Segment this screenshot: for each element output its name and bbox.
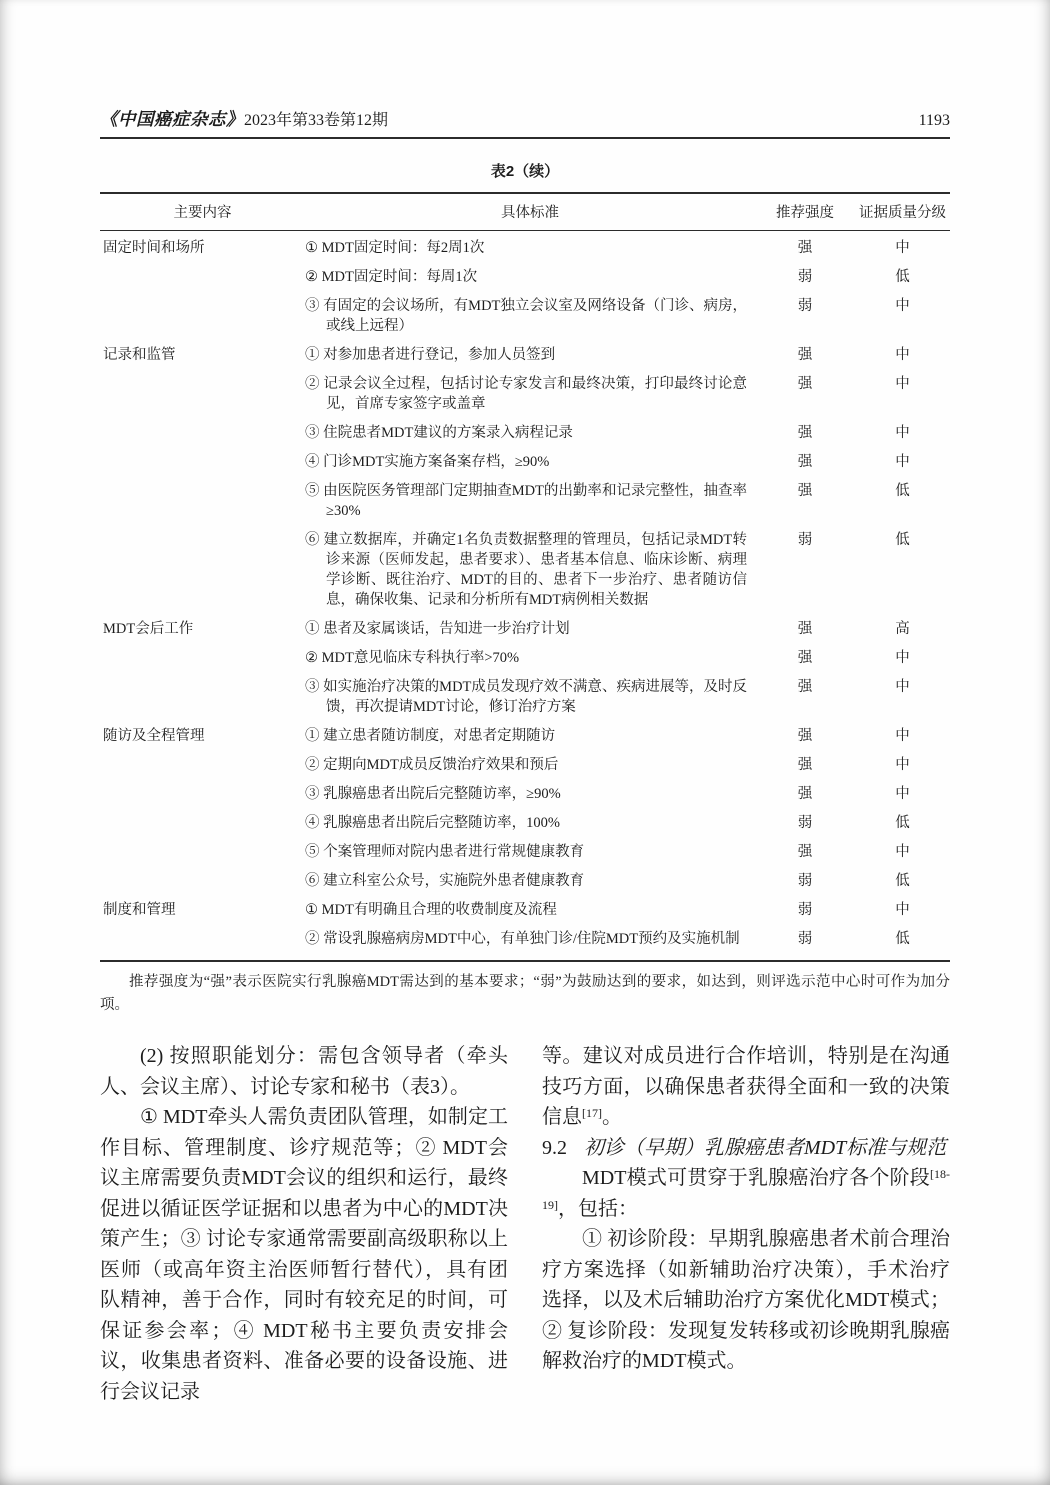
criterion-text: ③ 如实施治疗决策的MDT成员发现疗效不满意、疾病进展等，及时反馈，再次提请MDT讨论，修订治疗方案 bbox=[305, 679, 747, 715]
column-header: 证据质量分级 bbox=[859, 205, 946, 221]
table-row bbox=[100, 526, 950, 615]
strength-value: 强 bbox=[797, 728, 813, 744]
journal-title: 《中国癌症杂志》 bbox=[100, 109, 244, 129]
strength-value: 弱 bbox=[797, 298, 813, 314]
table-row bbox=[100, 292, 950, 341]
strength-value: 弱 bbox=[797, 902, 813, 918]
section-label: 记录和监管 bbox=[103, 347, 176, 363]
strength-value: 强 bbox=[797, 425, 813, 441]
reference-marker: [18-19] bbox=[542, 1167, 950, 1212]
quality-value: 中 bbox=[895, 298, 910, 314]
criterion-text: ① 患者及家属谈话，告知进一步治疗计划 bbox=[305, 621, 570, 637]
quality-value: 中 bbox=[895, 425, 910, 441]
strength-value: 强 bbox=[797, 844, 813, 860]
strength-value: 弱 bbox=[797, 532, 813, 548]
page-number: 1193 bbox=[918, 112, 950, 129]
table-row bbox=[100, 751, 950, 780]
strength-value: 强 bbox=[797, 786, 813, 802]
issue-info: 2023年第33卷第12期 bbox=[244, 112, 389, 129]
column-header: 具体标准 bbox=[501, 205, 559, 221]
quality-value: 中 bbox=[895, 650, 910, 666]
table-row bbox=[100, 370, 950, 419]
quality-value: 中 bbox=[895, 454, 910, 470]
criterion-text: ② MDT意见临床专科执行率>70% bbox=[305, 650, 520, 666]
table-row bbox=[100, 263, 950, 292]
table-header-row bbox=[100, 194, 950, 231]
table-row bbox=[100, 838, 950, 867]
strength-value: 强 bbox=[797, 757, 813, 773]
criterion-text: ② 定期向MDT成员反馈治疗效果和预后 bbox=[305, 757, 559, 773]
quality-value: 低 bbox=[895, 931, 910, 947]
strength-value: 弱 bbox=[797, 931, 813, 947]
table-row bbox=[100, 722, 950, 751]
criterion-text: ③ 有固定的会议场所，有MDT独立会议室及网络设备（门诊、病房，或线上远程） bbox=[305, 298, 747, 334]
criterion-text: ② MDT固定时间：每周1次 bbox=[305, 269, 478, 285]
section-label: 制度和管理 bbox=[103, 902, 176, 918]
criterion-text: ① 对参加患者进行登记，参加人员签到 bbox=[305, 347, 556, 363]
strength-value: 强 bbox=[797, 454, 813, 470]
table-row bbox=[100, 867, 950, 896]
section-heading bbox=[542, 1133, 950, 1164]
body-paragraph: MDT模式可贯穿于乳腺癌治疗各个阶段[18-19]，包括： bbox=[542, 1167, 950, 1220]
section-label: 固定时间和场所 bbox=[103, 240, 205, 256]
criterion-text: ② 常设乳腺癌病房MDT中心，有单独门诊/住院MDT预约及实施机制 bbox=[305, 931, 740, 947]
running-head bbox=[100, 106, 950, 139]
strength-value: 弱 bbox=[797, 815, 813, 831]
body-paragraph: ① MDT牵头人需负责团队管理，如制定工作目标、管理制度、诊疗规范等；② MDT会议主席需要负责MDT会议的组织和运行，最终促进以循证医学证据和以患者为中心的MDT决策产生；③ 讨论专家通常需要副高级职称以上医师（或高年资主治医师暂行替代），具有团队精神，善于合作，同时有较充足的时间，可保证参会率；④ MDT秘书主要负责安排会议，收集患者资料、准备必要的设备设施、进行会议记录 bbox=[100, 1106, 508, 1403]
reference-marker: [17] bbox=[582, 1106, 602, 1120]
quality-value: 中 bbox=[895, 679, 910, 695]
strength-value: 弱 bbox=[797, 873, 813, 889]
table-row bbox=[100, 419, 950, 448]
body-paragraph: 等。建议对成员进行合作培训，特别是在沟通技巧方面，以确保患者获得全面和一致的决策信息[17]。 bbox=[542, 1045, 950, 1128]
criterion-text: ④ 乳腺癌患者出院后完整随访率，100% bbox=[305, 815, 560, 831]
strength-value: 强 bbox=[797, 347, 813, 363]
column-header: 推荐强度 bbox=[776, 205, 834, 221]
table-row bbox=[100, 234, 950, 263]
strength-value: 强 bbox=[797, 679, 813, 695]
table-row bbox=[100, 341, 950, 370]
body-paragraph: ① 初诊阶段：早期乳腺癌患者术前合理治疗方案选择（如新辅助治疗决策），手术治疗选择，以及术后辅助治疗方案优化MDT模式；② 复诊阶段：发现复发转移或初诊晚期乳腺癌解救治疗的MDT模式。 bbox=[542, 1228, 950, 1372]
quality-value: 中 bbox=[895, 240, 910, 256]
section-title: 初诊（早期）乳腺癌患者MDT标准与规范 bbox=[584, 1136, 947, 1159]
strength-value: 强 bbox=[797, 376, 813, 392]
table-row bbox=[100, 673, 950, 722]
section-label: 随访及全程管理 bbox=[103, 728, 205, 744]
quality-value: 中 bbox=[895, 902, 910, 918]
table-row bbox=[100, 896, 950, 925]
table-row bbox=[100, 925, 950, 954]
criterion-text: ⑥ 建立数据库，并确定1名负责数据整理的管理员，包括记录MDT转诊来源（医师发起，患者要求）、患者基本信息、临床诊断、病理学诊断、既往治疗、MDT的目的、患者下一步治疗、患者随访信息，确保收集、记录和分析所有MDT病例相关数据 bbox=[305, 532, 747, 608]
section-number: 9.2 bbox=[542, 1136, 567, 1159]
criterion-text: ① MDT有明确且合理的收费制度及流程 bbox=[305, 902, 557, 918]
table-footnote: 推荐强度为“强”表示医院实行乳腺癌MDT需达到的基本要求；“弱”为鼓励达到的要求，如达到，则评选示范中心时可作为加分项。 bbox=[100, 974, 950, 1013]
quality-value: 中 bbox=[895, 376, 910, 392]
criterion-text: ① 建立患者随访制度，对患者定期随访 bbox=[305, 728, 556, 744]
strength-value: 强 bbox=[797, 621, 813, 637]
section-label: MDT会后工作 bbox=[103, 621, 194, 637]
table-row bbox=[100, 615, 950, 644]
strength-value: 强 bbox=[797, 240, 813, 256]
strength-value: 强 bbox=[797, 650, 813, 666]
quality-value: 低 bbox=[895, 269, 910, 285]
journal-info bbox=[100, 106, 388, 131]
table-row bbox=[100, 780, 950, 809]
quality-value: 中 bbox=[895, 728, 910, 744]
criterion-text: ③ 乳腺癌患者出院后完整随访率，≥90% bbox=[305, 786, 561, 802]
quality-value: 低 bbox=[895, 873, 910, 889]
criterion-text: ① MDT固定时间：每2周1次 bbox=[305, 240, 485, 256]
table-row bbox=[100, 644, 950, 673]
quality-value: 低 bbox=[895, 532, 910, 548]
criterion-text: ④ 门诊MDT实施方案备案存档，≥90% bbox=[305, 454, 550, 470]
criterion-text: ⑥ 建立科室公众号，实施院外患者健康教育 bbox=[305, 873, 585, 889]
body-text bbox=[100, 1041, 950, 1407]
body-column-left bbox=[100, 1041, 508, 1407]
quality-value: 中 bbox=[895, 786, 910, 802]
quality-value: 高 bbox=[895, 621, 910, 637]
body-column-right bbox=[542, 1041, 950, 1407]
table-row bbox=[100, 448, 950, 477]
quality-value: 低 bbox=[895, 815, 910, 831]
quality-value: 中 bbox=[895, 844, 910, 860]
criterion-text: ⑤ 由医院医务管理部门定期抽查MDT的出勤率和记录完整性，抽查率≥30% bbox=[305, 483, 747, 519]
strength-value: 弱 bbox=[797, 269, 813, 285]
table-body bbox=[100, 231, 950, 960]
table-title: 表2（续） bbox=[490, 163, 560, 180]
quality-value: 中 bbox=[895, 347, 910, 363]
quality-value: 中 bbox=[895, 757, 910, 773]
criterion-text: ② 记录会议全过程，包括讨论专家发言和最终决策，打印最终讨论意见，首席专家签字或盖章 bbox=[305, 376, 747, 412]
quality-value: 低 bbox=[895, 483, 910, 499]
criterion-text: ⑤ 个案管理师对院内患者进行常规健康教育 bbox=[305, 844, 585, 860]
table-row bbox=[100, 477, 950, 526]
standards-table bbox=[100, 192, 950, 962]
column-header: 主要内容 bbox=[173, 205, 232, 221]
criterion-text: ③ 住院患者MDT建议的方案录入病程记录 bbox=[305, 425, 573, 441]
table-row bbox=[100, 809, 950, 838]
strength-value: 强 bbox=[797, 483, 813, 499]
body-paragraph: (2) 按照职能划分：需包含领导者（牵头人、会议主席）、讨论专家和秘书（表3）。 bbox=[100, 1045, 508, 1098]
